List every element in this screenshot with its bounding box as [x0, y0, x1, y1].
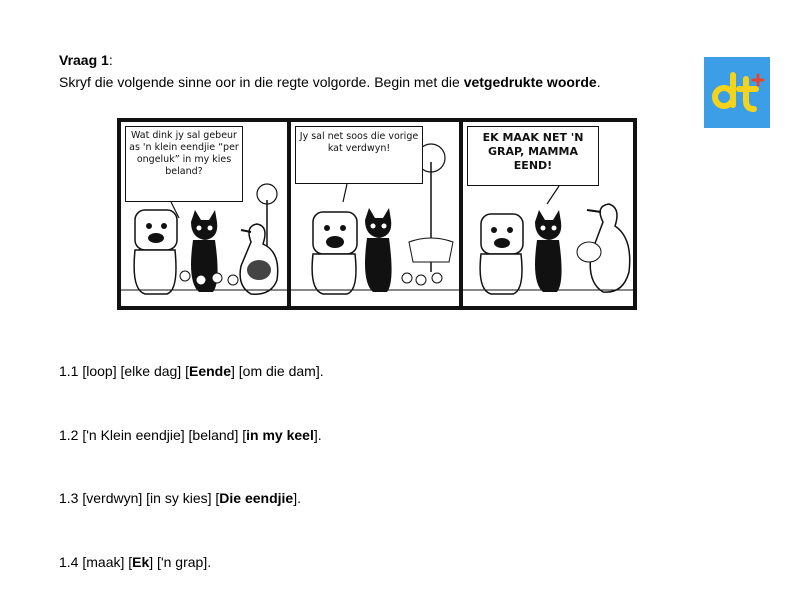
item-text: 1.2 ['n Klein eendjie] [beland] [	[59, 427, 247, 443]
item-text: 1.4 [maak] [	[59, 554, 133, 570]
item-bold-word: in my keel	[246, 427, 314, 443]
item-text-end: ].	[313, 427, 322, 443]
instruction-bold: vetgedrukte woorde	[463, 74, 597, 90]
item-text-end: ] [om die dam].	[231, 363, 324, 379]
comic-panel-3	[463, 122, 633, 306]
question-instruction	[59, 73, 601, 91]
instruction-end: .	[596, 74, 601, 90]
question-title: Vraag 1	[59, 52, 109, 68]
item-text: 1.1 [loop] [elke dag] [	[59, 363, 189, 379]
exercise-item-1-2	[59, 426, 322, 444]
speech-bubble-2: Jy sal net soos die vorige kat verdwyn!	[295, 126, 423, 184]
exercise-item-1-1	[59, 362, 324, 380]
comic-panel-2	[291, 122, 459, 306]
dt-logo-icon	[704, 57, 770, 128]
item-bold-word: Eende	[188, 363, 231, 379]
question-heading	[59, 51, 113, 69]
comic-panel-1	[121, 122, 287, 306]
item-bold-word: Ek	[132, 554, 150, 570]
comic-strip	[117, 118, 637, 310]
item-bold-word: Die eendjie	[219, 490, 294, 506]
speech-bubble-3: EK MAAK NET 'N GRAP, MAMMA EEND!	[467, 126, 599, 186]
item-text: 1.3 [verdwyn] [in sy kies] [	[59, 490, 220, 506]
exercise-item-1-4	[59, 553, 211, 571]
item-text-end: ].	[293, 490, 301, 506]
speech-bubble-1: Wat dink jy sal gebeur as 'n klein eendjie “per ongeluk” in my kies beland?	[125, 126, 243, 202]
exercise-item-1-3	[59, 489, 301, 507]
item-text-end: ] ['n grap].	[149, 554, 212, 570]
question-colon: :	[108, 52, 113, 68]
instruction-text: Skryf die volgende sinne oor in die regte volgorde. Begin met die	[59, 74, 464, 90]
